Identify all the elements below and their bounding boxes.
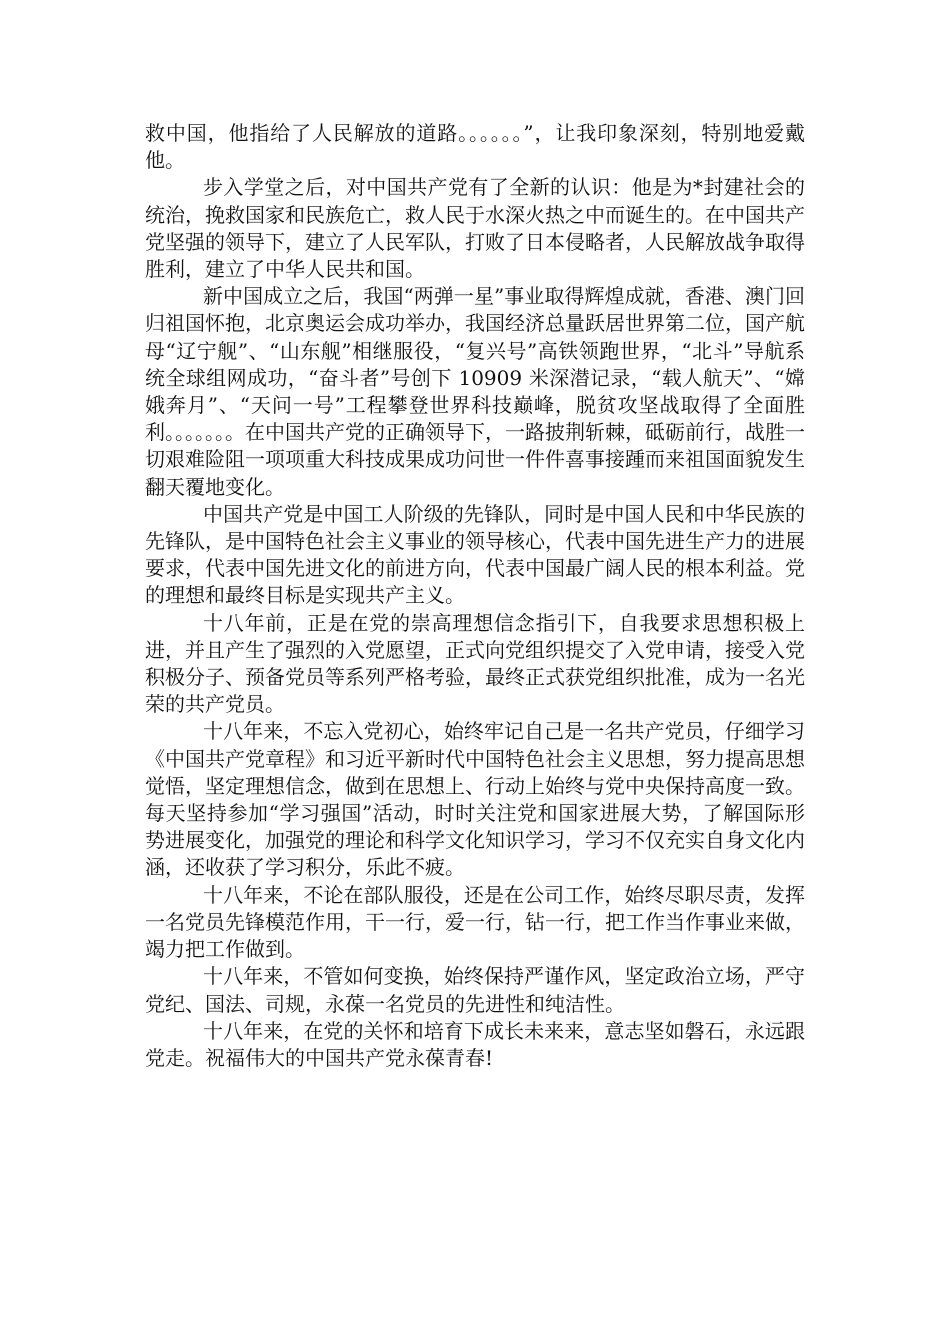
paragraph: 新中国成立之后，我国“两弹一星”事业取得辉煌成就，香港、澳门回归祖国怀抱，北京奥运会成功举办，我国经济总量跃居世界第二位，国产航母“辽宁舰”、“山东舰”相继服役，“复兴号”高铁领跑世界，“北斗”导航系统全球组网成功，“奋斗者”号创下 10909 米深潜记录，“载人航天”、“嫦娥奔月”、“天问一号”工程攀登世界科技巅峰，脱贫攻坚战取得了全面胜利。。。。。。。在中国共产党的正确领导下，一路披荆斩棘，砥砺前行，战胜一切艰难险阻一项项重大科技成果成功问世一件件喜事接踵而来祖国面貌发生翻天覆地变化。	[145, 284, 805, 499]
paragraph: 十八年来，在党的关怀和培育下成长未来来，意志坚如磐石，永远跟党走。祝福伟大的中国共产党永葆青春!	[145, 1018, 805, 1070]
paragraph: 十八年前，正是在党的崇高理想信念指引下，自我要求思想积极上进，并且产生了强烈的入党愿望，正式向党组织提交了入党申请，接受入党积极分子、预备党员等系列严格考验，最终正式获党组织批准，成为一名光荣的共产党员。	[145, 610, 805, 717]
paragraph: 中国共产党是中国工人阶级的先锋队，同时是中国人民和中华民族的先锋队，是中国特色社会主义事业的领导核心，代表中国先进生产力的进展要求，代表中国先进文化的前进方向，代表中国最广阔人民的根本利益。党的理想和最终目标是实现共产主义。	[145, 501, 805, 608]
paragraph: 十八年来，不论在部队服役，还是在公司工作，始终尽职尽责，发挥一名党员先锋模范作用，干一行，爱一行，钻一行，把工作当作事业来做，竭力把工作做到。	[145, 882, 805, 962]
paragraph-continued: 救中国，他指给了人民解放的道路。。。。。。”，让我印象深刻，特别地爱戴他。	[145, 121, 805, 173]
paragraph: 步入学堂之后，对中国共产党有了全新的认识：他是为*封建社会的统治，挽救国家和民族危亡，救人民于水深火热之中而诞生的。在中国共产党坚强的领导下，建立了人民军队，打败了日本侵略者，人民解放战争取得胜利，建立了中华人民共和国。	[145, 175, 805, 282]
document-body	[145, 120, 805, 1072]
paragraph: 十八年来，不管如何变换，始终保持严谨作风，坚定政治立场，严守党纪、国法、司规，永葆一名党员的先进性和纯洁性。	[145, 964, 805, 1016]
paragraph: 十八年来，不忘入党初心，始终牢记自己是一名共产党员，仔细学习《中国共产党章程》和习近平新时代中国特色社会主义思想，努力提高思想觉悟，坚定理想信念，做到在思想上、行动上始终与党中央保持高度一致。每天坚持参加“学习强国”活动，时时关注党和国家进展大势，了解国际形势进展变化，加强党的理论和科学文化知识学习，学习不仅充实自身文化内涵，还收获了学习积分，乐此不疲。	[145, 719, 805, 880]
